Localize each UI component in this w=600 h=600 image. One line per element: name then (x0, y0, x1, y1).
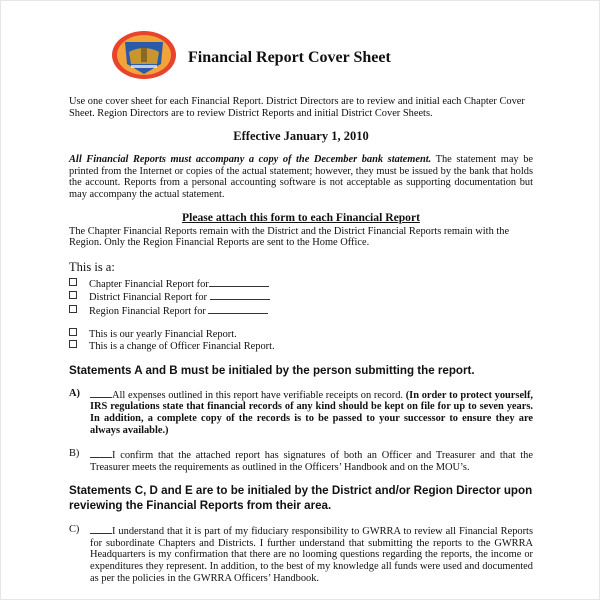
checkbox-label: This is a change of Officer Financial Report. (89, 341, 275, 353)
checkbox-region[interactable] (69, 304, 533, 318)
statement-label: A) (69, 387, 80, 399)
initial-blank[interactable] (90, 388, 112, 398)
statement-text: All expenses outlined in this report have verifiable receipts on record. (112, 389, 406, 401)
statement-b (69, 448, 533, 473)
bank-statement-paragraph (69, 154, 533, 200)
checkbox-label: District Financial Report for (89, 292, 208, 304)
checkbox-label: Region Financial Report for (89, 305, 206, 317)
this-is-label: This is a: (69, 259, 115, 274)
fill-in-blank[interactable] (209, 277, 269, 287)
statement-label: C) (69, 524, 80, 536)
effective-date: Effective January 1, 2010 (233, 129, 369, 144)
checkbox-officer-change[interactable] (69, 340, 533, 353)
checkbox-icon[interactable] (69, 278, 77, 286)
bank-statement-text: The statement may be printed from the Internet or copies of the actual statement; however, they must be issued by the bank that holds the account. Reports from a personal accounting software is not acceptable as supporting documentation but may accompany the actual statement. (69, 154, 533, 200)
checkbox-icon[interactable] (69, 328, 77, 336)
statement-a (69, 388, 533, 436)
fill-in-blank[interactable] (210, 290, 270, 300)
statement-bold-text: (In order to protect yourself, IRS regulations state that financial records of any kind should be kept on file for up to seven years. In addition, a complete copy of the records is to be passed to your successor to ensure they are always available.) (90, 389, 534, 436)
attach-text: The Chapter Financial Reports remain with the District and the District Financial Reports remain with the Region. Only the Region Financial Reports are sent to the Home Office. (69, 225, 510, 249)
checkbox-icon[interactable] (69, 340, 77, 348)
statement-c (69, 524, 533, 584)
initial-blank[interactable] (90, 448, 112, 458)
statement-text: I confirm that the attached report has signatures of both an Officer and Treasurer and that the Treasurer meets the requirements as outlined in the Officers’ Handbook and on the MOU’s. (90, 450, 533, 473)
initial-blank[interactable] (90, 524, 112, 534)
statement-label: B) (69, 448, 80, 460)
gwrra-logo (111, 30, 177, 80)
intro-text: Use one cover sheet for each Financial Report. District Directors are to review and initial each Chapter Cover Sheet. Region Directors are to review District Reports and initial District Cover Sheets. (69, 96, 525, 119)
page-title: Financial Report Cover Sheet (188, 49, 391, 66)
checkbox-yearly[interactable] (69, 328, 533, 341)
checkbox-icon[interactable] (69, 305, 77, 313)
document-body (69, 96, 533, 584)
checkbox-chapter[interactable] (69, 277, 533, 291)
heading-statements-cde: Statements C, D and E are to be initialed by the District and/or Region Director upon reviewing the Financial Reports from their area. (69, 484, 533, 513)
checkbox-label: This is our yearly Financial Report. (89, 328, 237, 340)
attach-heading: Please attach this form to each Financial Report (182, 210, 420, 224)
checkbox-label: Chapter Financial Report for (89, 278, 209, 290)
checkbox-district[interactable] (69, 290, 533, 304)
checkbox-icon[interactable] (69, 291, 77, 299)
statement-text: I understand that it is part of my fiduciary responsibility to GWRRA to review all Financial Reports for subordinate Chapters and Districts. I further understand that submitting the reports to the GWRRA Headquarters is my confirmation that there are no looming questions regarding the reports, the income or expenditures they represent. In addition, to the best of my knowledge all funds were used and documented as per the policies in the GWRRA Officers’ Handbook. (90, 526, 533, 584)
bank-statement-bold: All Financial Reports must accompany a copy of the December bank statement. (69, 154, 432, 166)
heading-statements-ab: Statements A and B must be initialed by the person submitting the report. (69, 363, 475, 377)
fill-in-blank[interactable] (208, 304, 268, 314)
